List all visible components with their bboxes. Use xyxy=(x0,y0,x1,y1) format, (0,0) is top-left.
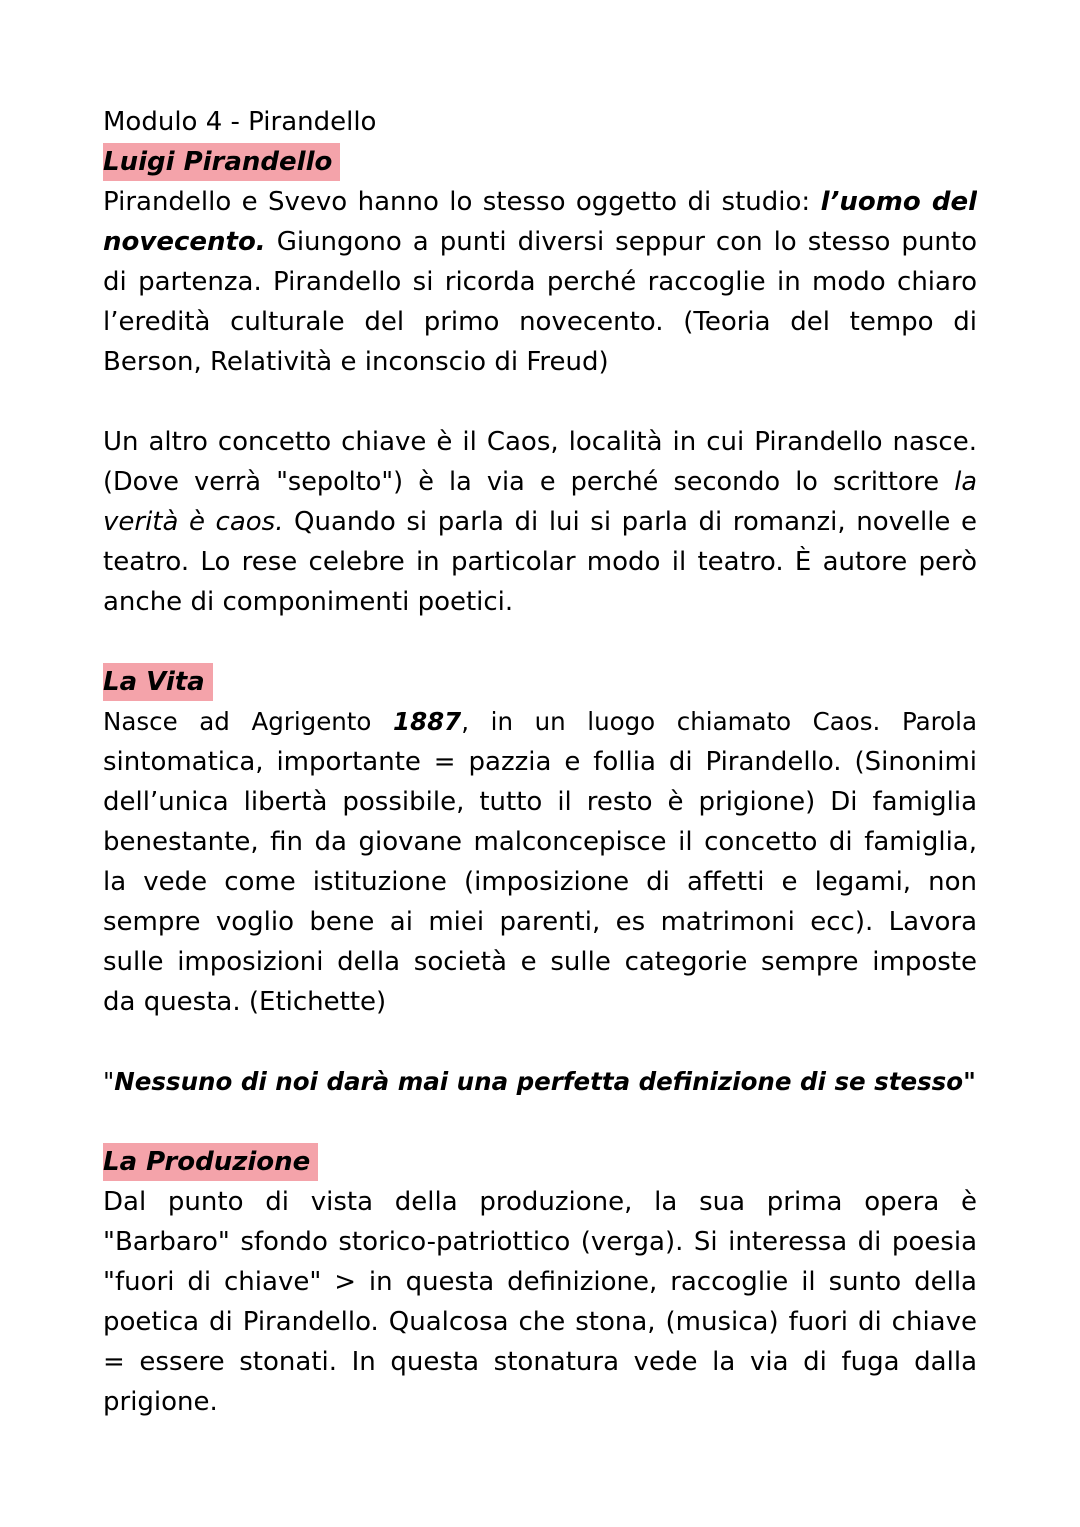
document-page xyxy=(103,102,977,1422)
heading-highlight: La Produzione xyxy=(103,1143,318,1181)
produzione-line-1: Dal punto di vista della produzione, la sua prima opera è xyxy=(103,1187,977,1217)
produzione-line-2: "Barbaro" sfondo storico-patriottico (verga). Si interessa di poesia xyxy=(103,1227,977,1257)
vita-line-7: sulle imposizioni della società e sulle categorie sempre imposte xyxy=(103,947,977,977)
spacer xyxy=(103,382,977,422)
produzione-line-6: prigione. xyxy=(103,1387,218,1417)
heading-highlight: La Vita xyxy=(103,663,213,701)
vita-line-6: sempre voglio bene ai miei parenti, es matrimoni ecc). Lavora xyxy=(103,907,977,937)
vita-line-5: la vede come istituzione (imposizione di affetti e legami, non xyxy=(103,867,977,897)
spacer xyxy=(103,622,977,662)
vita-line-3: dell’unica libertà possibile, tutto il resto è prigione) Di famiglia xyxy=(103,787,977,817)
vita-line-2: sintomatica, importante = pazzia e follia di Pirandello. (Sinonimi xyxy=(103,747,977,777)
spacer xyxy=(103,1022,977,1062)
section-heading-luigi-pirandello xyxy=(103,142,977,182)
caos-line-2: (Dove verrà "sepolto") è la via e perché secondo lo scrittore la xyxy=(103,467,977,497)
heading-highlight: Luigi Pirandello xyxy=(103,143,340,181)
produzione-line-4: poetica di Pirandello. Qualcosa che stona, (musica) fuori di chiave xyxy=(103,1307,977,1337)
produzione-line-5: = essere stonati. In questa stonatura vede la via di fuga dalla xyxy=(103,1347,977,1377)
vita-line-8: da questa. (Etichette) xyxy=(103,987,387,1017)
section-heading-la-vita xyxy=(103,662,977,702)
caos-line-1: Un altro concetto chiave è il Caos, località in cui Pirandello nasce. xyxy=(103,427,977,457)
caos-line-3: verità è caos. Quando si parla di lui si parla di romanzi, novelle e xyxy=(103,507,977,537)
quote-text: Nessuno di noi darà mai una perfetta definizione di se stesso" xyxy=(114,1067,976,1096)
quote: "Nessuno di noi darà mai una perfetta definizione di se stesso" xyxy=(103,1067,976,1096)
spacer xyxy=(103,1102,977,1142)
caos-line-4: teatro. Lo rese celebre in particolar modo il teatro. È autore però xyxy=(103,547,977,577)
emphasis-uomo: l’uomo del xyxy=(820,187,977,217)
intro-line-3: di partenza. Pirandello si ricorda perché raccoglie in modo chiaro xyxy=(103,267,977,297)
caos-line-5: anche di componimenti poetici. xyxy=(103,587,514,617)
intro-line-1: Pirandello e Svevo hanno lo stesso oggetto di studio: l’uomo del xyxy=(103,187,977,217)
vita-line-1: Nasce ad Agrigento 1887, in un luogo chiamato Caos. Parola xyxy=(103,707,977,736)
emphasis-year: 1887 xyxy=(393,707,462,736)
italic-verita-caos: verità è caos. xyxy=(103,507,284,537)
intro-line-5: Berson, Relatività e inconscio di Freud) xyxy=(103,347,609,377)
section-heading-la-produzione xyxy=(103,1142,977,1182)
produzione-line-3: "fuori di chiave" > in questa definizione, raccoglie il sunto della xyxy=(103,1267,977,1297)
italic-la: la xyxy=(954,467,977,497)
vita-line-4: benestante, fin da giovane malconcepisce il concetto di famiglia, xyxy=(103,827,977,857)
emphasis-novecento: novecento. xyxy=(103,227,266,257)
intro-line-4: l’eredità culturale del primo novecento. (Teoria del tempo di xyxy=(103,307,977,337)
module-title: Modulo 4 - Pirandello xyxy=(103,107,377,137)
intro-line-2: novecento. Giungono a punti diversi seppur con lo stesso punto xyxy=(103,227,977,257)
